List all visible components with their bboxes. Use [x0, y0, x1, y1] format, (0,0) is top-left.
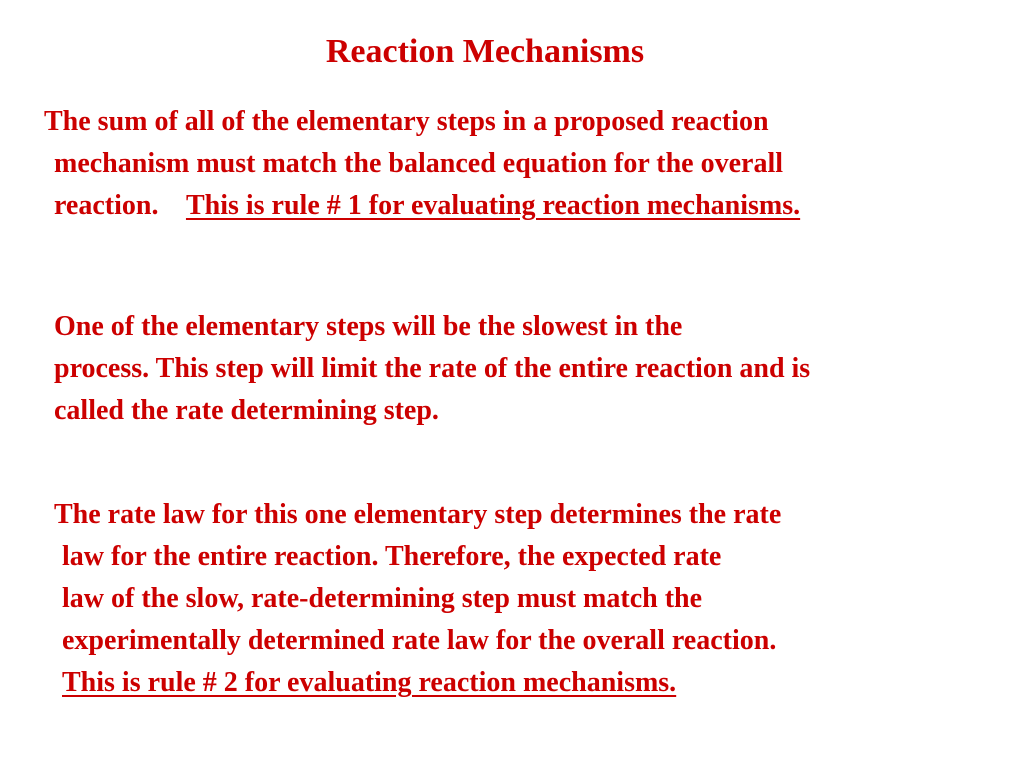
text-line: The rate law for this one elementary step determines the rate: [54, 499, 782, 530]
text-line: experimentally determined rate law for the overall reaction.: [62, 625, 777, 656]
text-segment: reaction.: [54, 190, 159, 221]
text-line: called the rate determining step.: [54, 395, 439, 426]
text-line: One of the elementary steps will be the slowest in the: [54, 311, 683, 342]
rule-2-statement: This is rule # 2 for evaluating reaction mechanisms.: [62, 667, 677, 698]
rule-1-statement: This is rule # 1 for evaluating reaction mechanisms.: [185, 190, 801, 221]
text-line: mechanism must match the balanced equation for the overall: [54, 148, 783, 179]
text-line: The sum of all of the elementary steps in a proposed reaction: [44, 106, 769, 137]
slide-title: Reaction Mechanisms: [325, 33, 645, 70]
text-line: law for the entire reaction. Therefore, the expected rate: [62, 541, 722, 572]
text-line: process. This step will limit the rate of the entire reaction and is: [54, 353, 811, 384]
text-line: [54, 189, 800, 223]
text-line: law of the slow, rate-determining step must match the: [62, 583, 703, 614]
